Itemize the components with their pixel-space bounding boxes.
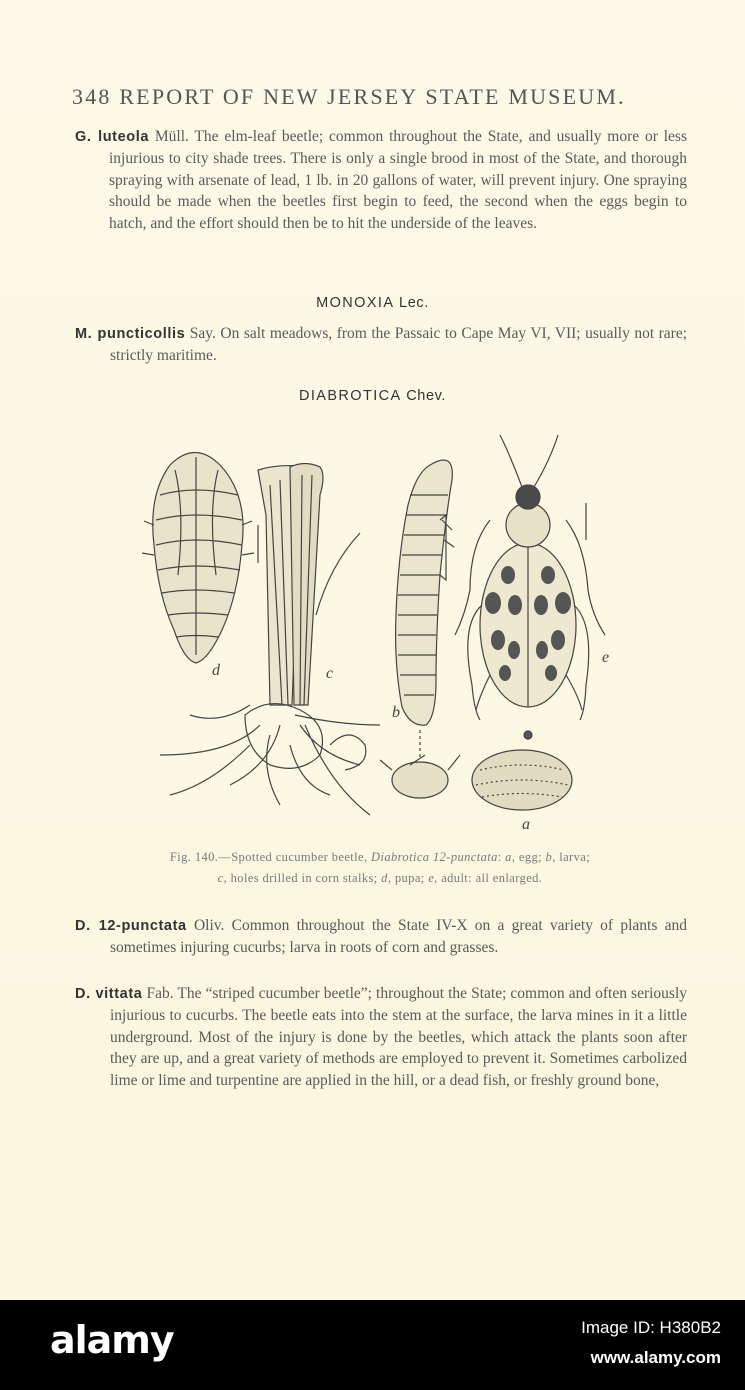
image-id-label: Image ID: H380B2 (581, 1318, 721, 1337)
entry-text: The elm-leaf beetle; common throughout the State, and usually more or less injurious to city shade trees. There is only a single brood in most of the State, and thorough spraying with arsenate of lead, 1 lb. in 20 gallons of water, will prevent injury. One spraying should be made when the beetles first begin to feed, the second when the eggs begin to hatch, and the effort should then be to hit the underside of the leaves. (109, 128, 687, 232)
running-title: REPORT OF NEW JERSEY STATE MUSEUM. (119, 84, 626, 109)
larva-drawing (396, 460, 454, 725)
label-b: b (392, 704, 400, 721)
entry-m-puncticollis (75, 323, 687, 367)
entry-g-luteola (75, 126, 687, 234)
species-author: Say. (189, 325, 216, 342)
label-e: e (602, 649, 610, 666)
entry-text: Common throughout the State IV-X on a great variety of plants and sometimes injuring cucurbs; larva in roots of corn and grasses. (110, 917, 687, 957)
species-name: D. vittata (75, 986, 143, 1002)
running-head (72, 84, 672, 110)
genus-name: DIABROTICA (298, 388, 401, 404)
page-number: 348 (72, 84, 112, 109)
label-a: a (522, 816, 530, 833)
alamy-logo: alamy (50, 1318, 174, 1362)
species-name: M. puncticollis (75, 326, 186, 342)
entry-text: On salt meadows, from the Passaic to Cape May VI, VII; usually not rare; strictly maritime. (110, 325, 688, 365)
figure-illustration (130, 425, 630, 840)
genus-name: MONOXIA (316, 295, 394, 311)
genus-author: Chev. (406, 388, 447, 404)
entry-d-vittata (75, 983, 687, 1091)
adult-beetle-drawing (455, 435, 605, 720)
genus-heading-monoxia (0, 295, 745, 311)
genus-heading-diabrotica (0, 388, 745, 404)
species-author: Müll. (154, 128, 189, 145)
pupa-drawing (142, 453, 254, 664)
egg-drawing (472, 731, 572, 810)
entry-text: The “striped cucumber beetle”; throughout the State; common and often seriously injurious to cucurbs. The beetle eats into the stem at the surface, the larva mines in it a little underground. Most of the injury is done by the beetles, which attack the plants soon after they are up, and a great variety of methods are employed to prevent it. Sometimes carbolized lime or lime and turpentine are applied in the hill, or a dead fish, or freshly ground bone, (110, 985, 687, 1089)
species-name: G. luteola (75, 129, 150, 145)
label-c: c (326, 665, 334, 682)
species-author: Fab. (146, 985, 174, 1002)
entry-d-12-punctata (75, 915, 687, 959)
label-d: d (212, 662, 220, 679)
species-name: D. 12-punctata (75, 918, 187, 934)
species-author: Oliv. (193, 917, 225, 934)
site-url: www.alamy.com (590, 1348, 721, 1367)
genus-author: Lec. (399, 295, 429, 311)
figure-caption: Fig. 140.—Spotted cucumber beetle, Diabrotica 12-punctata: a, egg; b, larva; c, holes drilled in corn stalks; d, pupa; e, adult: all enlarged. (169, 850, 591, 885)
